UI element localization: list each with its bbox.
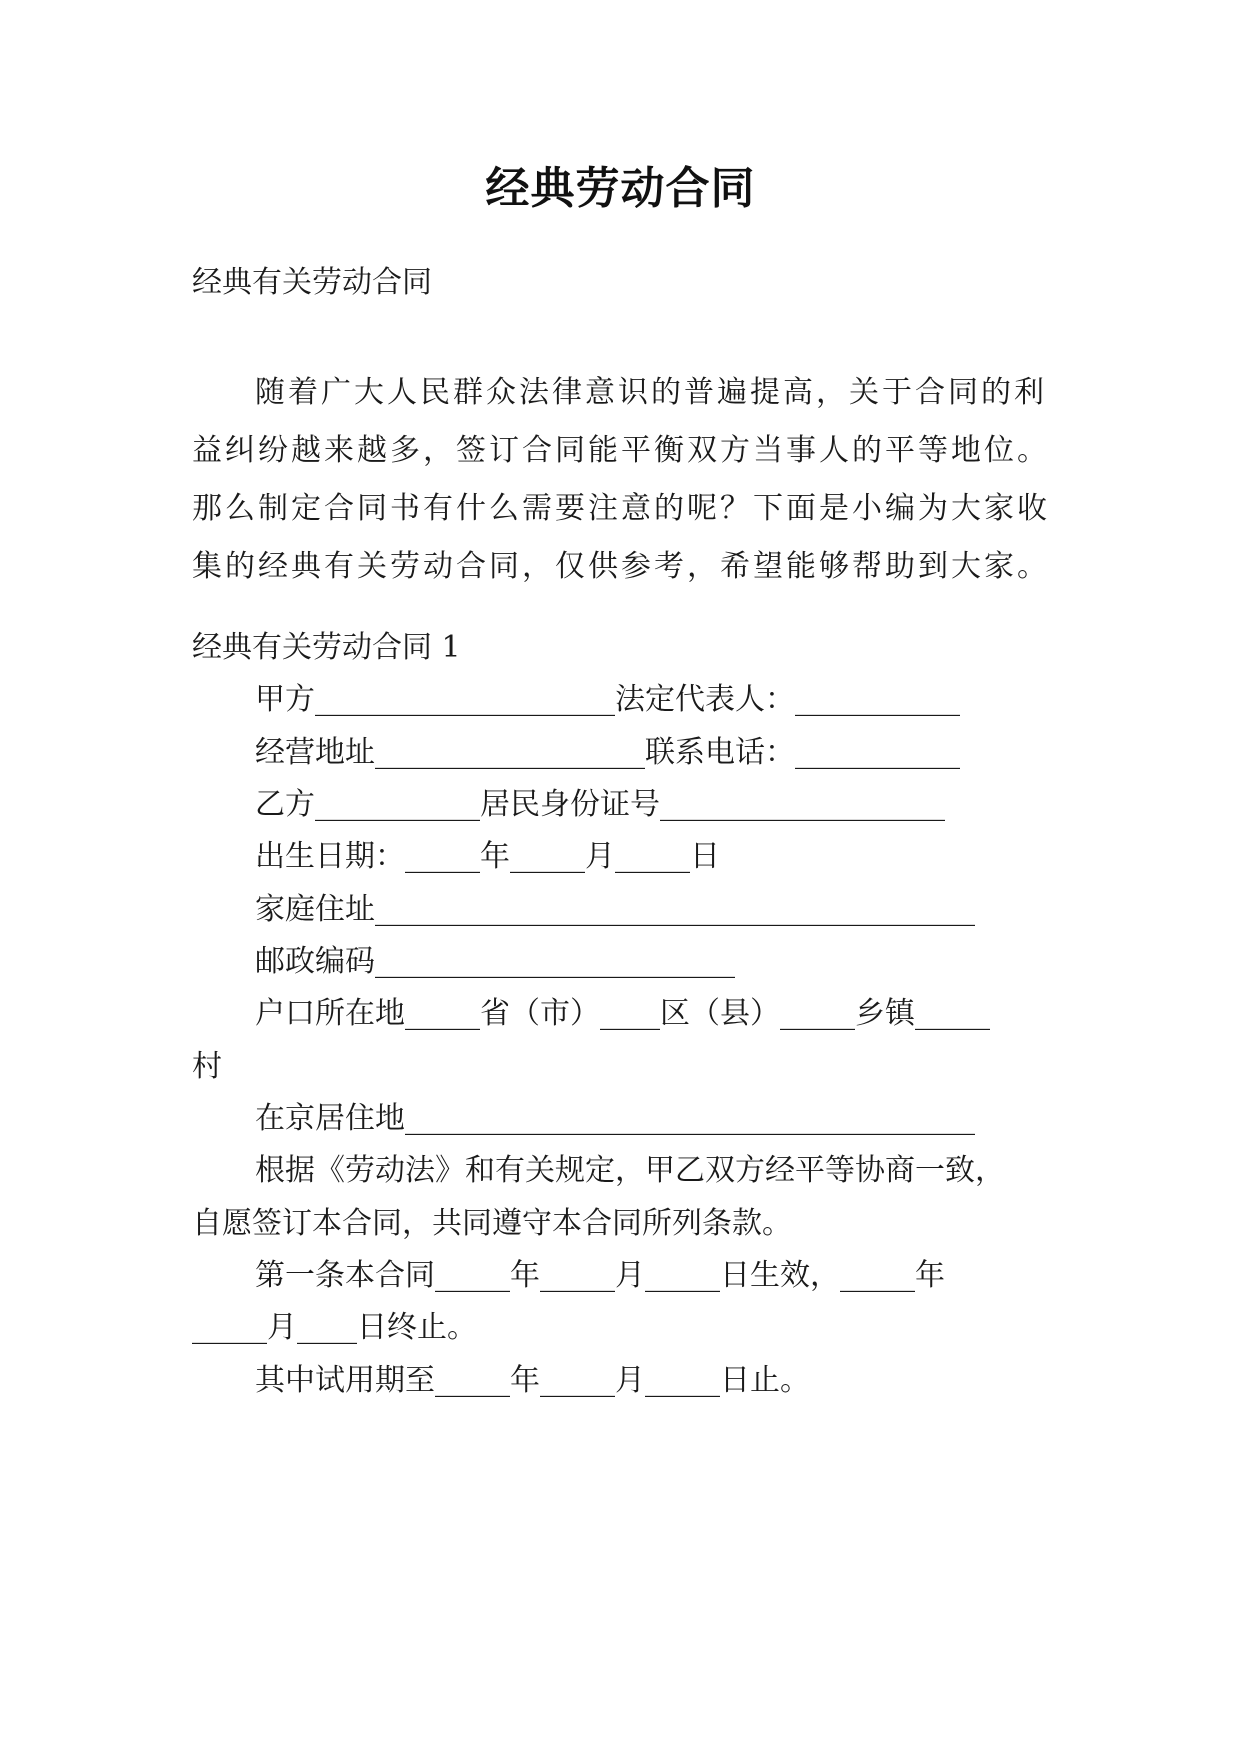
hukou-field-continued: 村: [192, 1049, 222, 1084]
document-title: 经典劳动合同: [485, 163, 756, 214]
article-one-line-continued: _____月____日终止。: [192, 1310, 477, 1345]
article-one-line: 第一条本合同_____年_____月_____日生效，_____年: [255, 1258, 945, 1293]
birth-date-field: 出生日期：_____年_____月_____日: [255, 839, 720, 874]
party-b-field: 乙方___________居民身份证号___________________: [255, 787, 945, 822]
legal-basis-line: 根据《劳动法》和有关规定，甲乙双方经平等协商一致，: [255, 1153, 1005, 1188]
section-heading: 经典有关劳动合同 1: [192, 630, 461, 665]
postcode-field: 邮政编码________________________: [255, 944, 735, 979]
beijing-residence-field: 在京居住地______________________________________: [255, 1101, 975, 1136]
probation-period-line: 其中试用期至_____年_____月_____日止。: [255, 1363, 810, 1398]
home-address-field: 家庭住址________________________________________: [255, 892, 975, 927]
document-subtitle: 经典有关劳动合同: [192, 265, 432, 300]
party-a-field: 甲方____________________法定代表人：___________: [255, 682, 960, 717]
intro-paragraph: 随着广大人民群众法律意识的普遍提高，关于合同的利益纠纷越来越多，签订合同能平衡双方当事人的平等地位。那么制定合同书有什么需要注意的呢？下面是小编为大家收集的经典有关劳动合同，仅供参考，希望能够帮助到大家。: [192, 375, 1050, 584]
legal-basis-line-continued: 自愿签订本合同，共同遵守本合同所列条款。: [192, 1206, 792, 1241]
business-address-field: 经营地址__________________联系电话：___________: [255, 735, 960, 770]
hukou-field: 户口所在地_____省（市）____区（县）_____乡镇_____: [255, 996, 990, 1031]
